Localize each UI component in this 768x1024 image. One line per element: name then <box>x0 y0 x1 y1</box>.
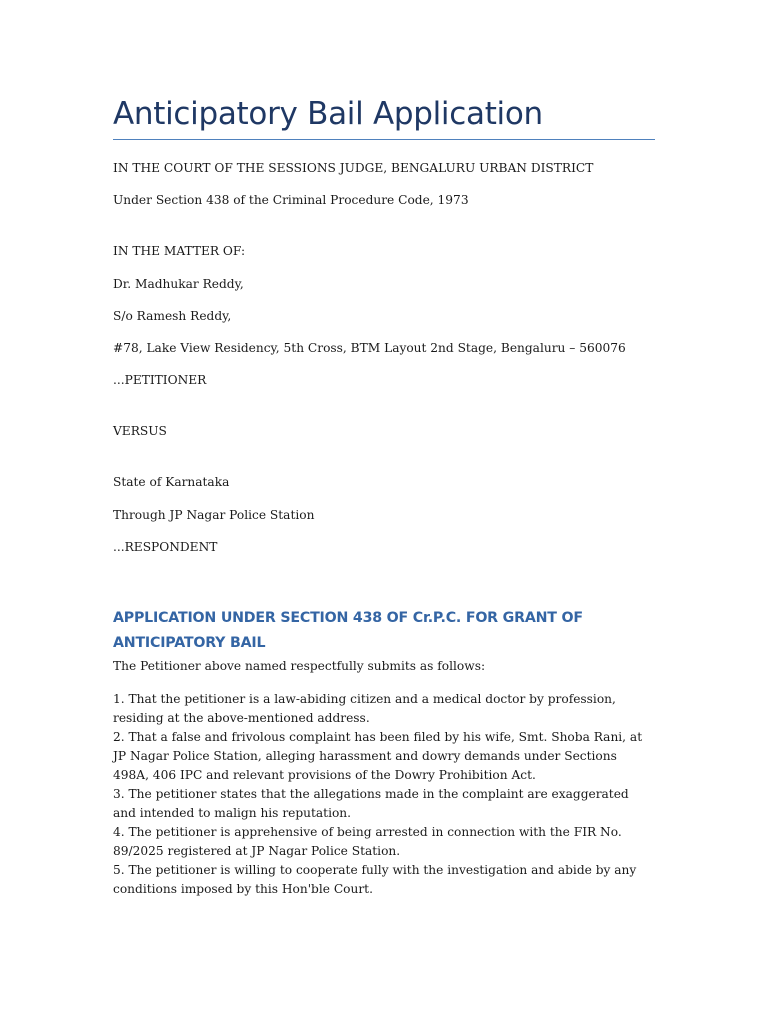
title-underline <box>113 139 655 140</box>
respondent-through: Through JP Nagar Police Station <box>113 508 315 522</box>
petitioner-role: ...PETITIONER <box>113 373 207 387</box>
respondent-name: State of Karnataka <box>113 475 230 489</box>
section-line: Under Section 438 of the Criminal Procedure Code, 1973 <box>113 193 469 207</box>
document-title: Anticipatory Bail Application <box>113 96 543 132</box>
submission-point: 5. The petitioner is willing to cooperate fully with the investigation and abide by any conditions imposed by this Hon'ble Court. <box>113 863 637 896</box>
submission-point: 4. The petitioner is apprehensive of being arrested in connection with the FIR No. 89/2025 registered at JP Nagar Police Station. <box>113 825 622 858</box>
submission-point: 2. That a false and frivolous complaint has been filed by his wife, Smt. Shoba Rani, at JP Nagar Police Station, alleging harassment and dowry demands under Sections 498A, 406 IPC and relevant provisions of the Dowry Prohibition Act. <box>113 730 643 782</box>
petitioner-address: #78, Lake View Residency, 5th Cross, BTM Layout 2nd Stage, Bengaluru – 560076 <box>113 341 626 355</box>
submission-point: 3. The petitioner states that the allegations made in the complaint are exaggerated and intended to malign his reputation. <box>113 787 629 820</box>
petitioner-name: Dr. Madhukar Reddy, <box>113 277 244 291</box>
respondent-role: ...RESPONDENT <box>113 540 218 554</box>
court-line: IN THE COURT OF THE SESSIONS JUDGE, BENGALURU URBAN DISTRICT <box>113 161 594 175</box>
application-heading: APPLICATION UNDER SECTION 438 OF Cr.P.C. FOR GRANT OF ANTICIPATORY BAIL <box>113 610 583 651</box>
submission-point: 1. That the petitioner is a law-abiding citizen and a medical doctor by profession, residing at the above-mentioned address. <box>113 692 616 725</box>
matter-label: IN THE MATTER OF: <box>113 244 246 258</box>
petitioner-parent: S/o Ramesh Reddy, <box>113 309 232 323</box>
intro-paragraph: The Petitioner above named respectfully submits as follows: <box>113 659 486 673</box>
versus-label: VERSUS <box>113 424 167 438</box>
submission-points <box>113 690 655 899</box>
